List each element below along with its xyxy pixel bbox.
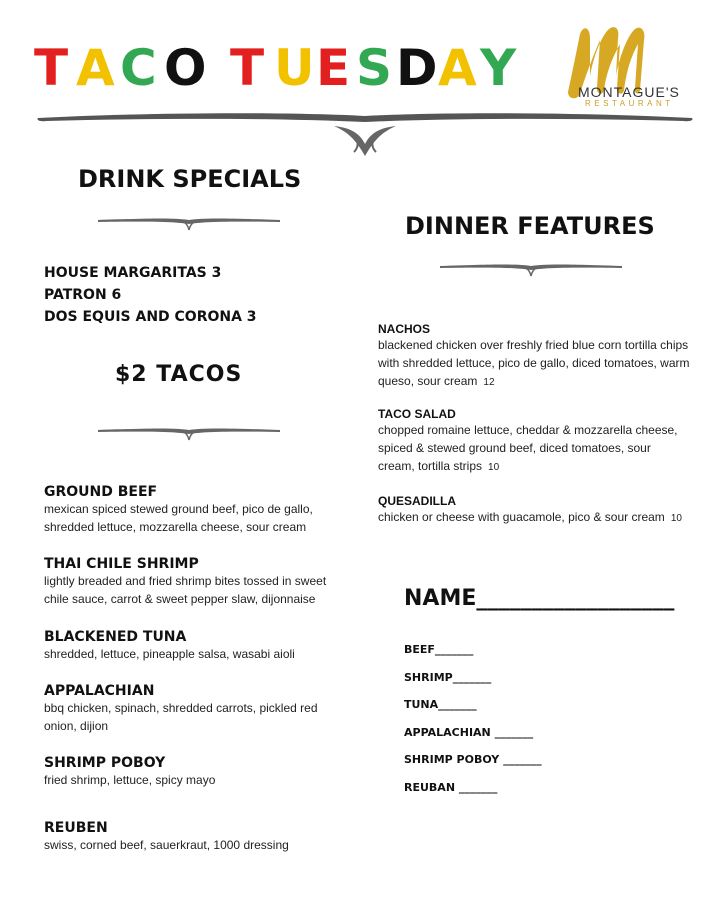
taco-title: THAI CHILE SHRIMP: [44, 556, 199, 572]
small-ornament-divider: [96, 212, 282, 232]
dinner-title: QUESADILLA: [378, 494, 456, 508]
title-letter: U: [274, 39, 315, 97]
dinner-item: [378, 494, 698, 528]
dinner-price: 12: [483, 377, 495, 388]
order-line-shrimp: SHRIMP_______: [404, 671, 492, 684]
taco-desc: swiss, corned beef, sauerkraut, 1000 dressing: [44, 838, 289, 852]
drink-item: HOUSE MARGARITAS 3: [44, 265, 222, 281]
title-letter: A: [438, 39, 477, 97]
dinner-desc: [378, 336, 690, 392]
small-ornament-divider: [438, 258, 624, 278]
title-letter: O: [164, 39, 207, 97]
title-letter: T: [230, 39, 265, 97]
order-line-shrimp-poboy: SHRIMP POBOY _______: [404, 753, 542, 766]
drink-item: DOS EQUIS AND CORONA 3: [44, 309, 257, 325]
dinner-item: [378, 407, 690, 477]
small-ornament-divider: [96, 422, 282, 442]
order-line-tuna: TUNA_______: [404, 698, 477, 711]
dinner-desc-text: chopped romaine lettuce, cheddar & mozzarella cheese, spiced & stewed ground beef, diced tomatoes, sour cream, tortilla strips: [378, 423, 678, 473]
title-letter: A: [76, 39, 115, 97]
drink-specials-heading: DRINK SPECIALS: [78, 165, 302, 193]
drink-item: PATRON 6: [44, 287, 122, 303]
taco-desc: bbq chicken, spinach, shredded carrots, pickled red onion, dijion: [44, 701, 318, 733]
logo-sub: RESTAURANT: [585, 99, 674, 108]
title-letter: S: [356, 39, 393, 97]
dinner-desc-text: blackened chicken over freshly fried blue corn tortilla chips with shredded lettuce, pico de gallo, diced tomatoes, warm queso, sour cream: [378, 338, 690, 388]
dinner-price: 10: [488, 462, 500, 473]
taco-item: [44, 556, 344, 608]
dinner-title: TACO SALAD: [378, 407, 456, 421]
taco-title: APPALACHIAN: [44, 683, 155, 699]
dinner-desc: [378, 421, 690, 477]
name-field-label: NAME__________________: [404, 586, 675, 611]
taco-title: BLACKENED TUNA: [44, 629, 187, 645]
drink-list: [44, 262, 257, 328]
dinner-price: 10: [670, 513, 682, 524]
taco-title: REUBEN: [44, 820, 108, 836]
taco-desc: fried shrimp, lettuce, spicy mayo: [44, 773, 216, 787]
dinner-desc: [378, 508, 698, 528]
dinner-desc-text: chicken or cheese with guacamole, pico & sour cream: [378, 510, 665, 524]
order-line-appalachian: APPALACHIAN _______: [404, 726, 534, 739]
dinner-features-heading: DINNER FEATURES: [405, 212, 655, 240]
taco-desc: shredded, lettuce, pineapple salsa, wasabi aioli: [44, 647, 295, 661]
title-taco-tuesday: [34, 38, 534, 100]
title-letter: T: [34, 39, 69, 97]
taco-desc: mexican spiced stewed ground beef, pico de gallo, shredded lettuce, mozzarella cheese, sour cream: [44, 502, 313, 534]
header-ornament-divider: [34, 104, 696, 164]
dinner-title: NACHOS: [378, 322, 431, 336]
taco-item: [44, 683, 344, 735]
logo-name: MONTAGUE'S: [578, 84, 680, 100]
taco-item: [44, 755, 344, 789]
order-line-reuban: REUBAN _______: [404, 781, 498, 794]
taco-item: [44, 484, 344, 536]
taco-item: [44, 820, 344, 854]
taco-title: SHRIMP POBOY: [44, 755, 166, 771]
title-letter: D: [396, 39, 438, 97]
taco-item: [44, 629, 344, 663]
tacos-heading: $2 TACOS: [115, 362, 243, 387]
taco-desc: lightly breaded and fried shrimp bites tossed in sweet chile sauce, carrot & sweet pepper slaw, dijonnaise: [44, 574, 327, 606]
title-letter: C: [120, 39, 157, 97]
dinner-item: [378, 322, 690, 392]
taco-title: GROUND BEEF: [44, 484, 158, 500]
order-line-beef: BEEF_______: [404, 643, 474, 656]
title-letter: E: [316, 39, 351, 97]
title-letter: Y: [480, 39, 517, 97]
